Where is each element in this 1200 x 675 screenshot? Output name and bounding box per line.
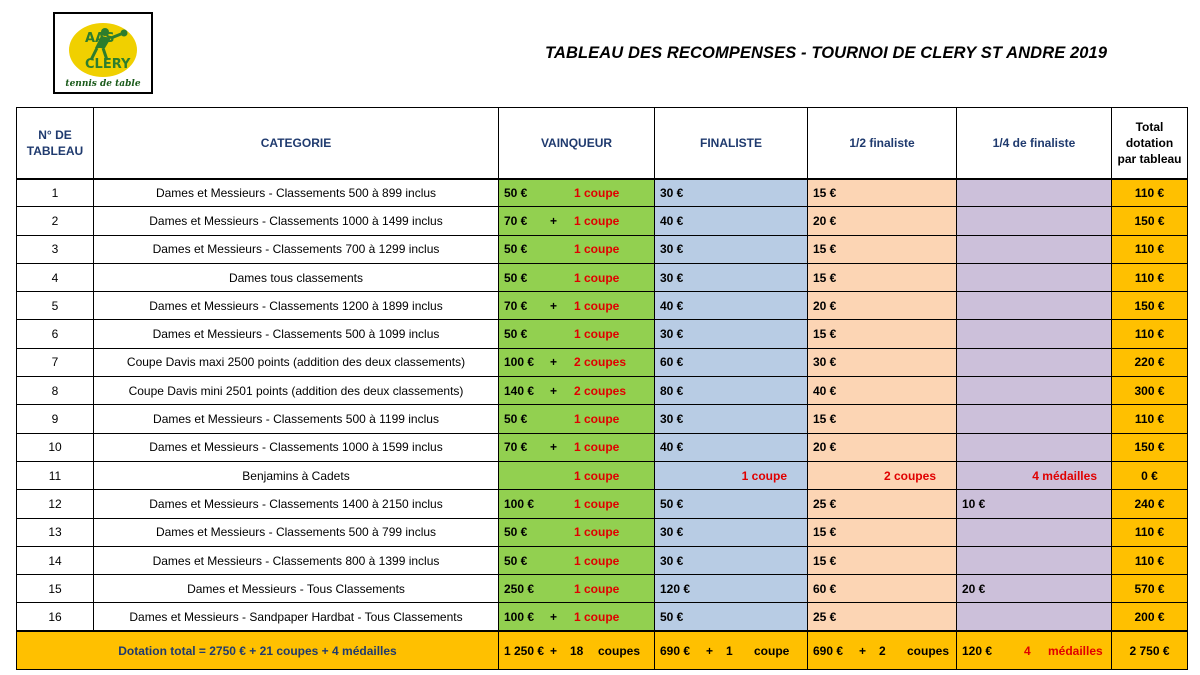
row-f-amount: 30 € — [660, 525, 684, 540]
row-f-amount: 30 € — [660, 270, 684, 285]
row-vainqueur — [499, 575, 655, 603]
row-categorie: Dames et Messieurs - Classements 1400 à 2150 inclus — [94, 490, 499, 518]
row-q-amount: 10 € — [962, 496, 986, 511]
row-f-amount: 30 € — [660, 327, 684, 342]
table-row — [17, 263, 1188, 291]
row-quart — [957, 348, 1112, 376]
row-v-amount: 70 € — [504, 213, 528, 228]
row-finaliste — [655, 320, 808, 348]
totals-d-plus: + — [859, 643, 867, 658]
row-quart — [957, 179, 1112, 207]
row-v-plus: + — [550, 440, 558, 455]
row-finaliste — [655, 235, 808, 263]
row-vainqueur — [499, 461, 655, 489]
row-vainqueur — [499, 518, 655, 546]
row-f-amount: 40 € — [660, 440, 684, 455]
row-d-amount: 40 € — [813, 383, 837, 398]
row-v-plus: + — [550, 355, 558, 370]
row-total: 110 € — [1112, 405, 1188, 433]
row-num: 4 — [17, 263, 94, 291]
row-d-amount: 20 € — [813, 440, 837, 455]
row-demi — [808, 433, 957, 461]
row-categorie: Dames et Messieurs - Classements 1200 à 1899 inclus — [94, 292, 499, 320]
row-d-amount: 15 € — [813, 242, 837, 257]
row-vainqueur — [499, 377, 655, 405]
row-v-amount: 50 € — [504, 327, 528, 342]
row-d-amount: 15 € — [813, 525, 837, 540]
row-total: 150 € — [1112, 292, 1188, 320]
row-quart — [957, 518, 1112, 546]
row-vainqueur — [499, 405, 655, 433]
row-v-amount: 50 € — [504, 553, 528, 568]
row-demi — [808, 348, 957, 376]
row-d-amount: 15 € — [813, 270, 837, 285]
row-total: 200 € — [1112, 603, 1188, 631]
row-num: 3 — [17, 235, 94, 263]
row-finaliste — [655, 207, 808, 235]
row-finaliste — [655, 179, 808, 207]
totals-f-amount: 690 € — [660, 643, 691, 658]
table-row — [17, 320, 1188, 348]
row-v-item: 1 coupe — [574, 496, 620, 511]
row-total: 0 € — [1112, 461, 1188, 489]
row-v-item: 1 coupe — [574, 242, 620, 257]
row-f-amount: 50 € — [660, 609, 684, 624]
row-demi — [808, 461, 957, 489]
row-num: 8 — [17, 377, 94, 405]
row-f-amount: 30 € — [660, 242, 684, 257]
row-finaliste — [655, 377, 808, 405]
row-demi — [808, 405, 957, 433]
row-quart — [957, 207, 1112, 235]
row-d-item: 2 coupes — [883, 468, 936, 483]
row-finaliste — [655, 433, 808, 461]
row-finaliste — [655, 461, 808, 489]
row-total: 150 € — [1112, 207, 1188, 235]
row-d-amount: 30 € — [813, 355, 837, 370]
row-finaliste — [655, 405, 808, 433]
row-quart — [957, 603, 1112, 631]
rewards-table — [16, 107, 1188, 670]
row-v-amount: 250 € — [504, 581, 535, 596]
table-row — [17, 603, 1188, 631]
row-total: 110 € — [1112, 179, 1188, 207]
row-d-amount: 25 € — [813, 609, 837, 624]
row-v-item: 1 coupe — [574, 213, 620, 228]
row-v-item: 1 coupe — [574, 412, 620, 427]
row-quart — [957, 546, 1112, 574]
row-v-plus: + — [550, 213, 558, 228]
row-finaliste — [655, 603, 808, 631]
row-categorie: Dames et Messieurs - Classements 500 à 899 inclus — [94, 179, 499, 207]
row-total: 150 € — [1112, 433, 1188, 461]
club-logo — [53, 12, 153, 94]
row-total: 220 € — [1112, 348, 1188, 376]
row-q-amount: 20 € — [962, 581, 986, 596]
row-categorie: Dames et Messieurs - Sandpaper Hardbat - Tous Classements — [94, 603, 499, 631]
row-num: 2 — [17, 207, 94, 235]
page-title: TABLEAU DES RECOMPENSES - TOURNOI DE CLERY ST ANDRE 2019 — [545, 44, 1108, 62]
header-vainqueur: VAINQUEUR — [499, 108, 655, 179]
row-categorie: Coupe Davis mini 2501 points (addition des deux classements) — [94, 377, 499, 405]
row-v-item: 1 coupe — [574, 327, 620, 342]
row-f-item: 1 coupe — [741, 468, 787, 483]
row-num: 6 — [17, 320, 94, 348]
row-finaliste — [655, 348, 808, 376]
header-quart-finaliste: 1/4 de finaliste — [957, 108, 1112, 179]
header-row — [17, 108, 1188, 179]
row-demi — [808, 546, 957, 574]
row-vainqueur — [499, 490, 655, 518]
row-total: 110 € — [1112, 320, 1188, 348]
row-d-amount: 20 € — [813, 213, 837, 228]
row-quart — [957, 575, 1112, 603]
row-demi — [808, 179, 957, 207]
row-demi — [808, 235, 957, 263]
row-v-amount: 100 € — [504, 355, 535, 370]
totals-q-amount: 120 € — [962, 643, 993, 658]
row-categorie: Dames et Messieurs - Classements 800 à 1399 inclus — [94, 546, 499, 574]
row-demi — [808, 575, 957, 603]
row-num: 10 — [17, 433, 94, 461]
row-f-amount: 80 € — [660, 383, 684, 398]
row-num: 11 — [17, 461, 94, 489]
row-v-amount: 70 € — [504, 440, 528, 455]
row-categorie: Dames et Messieurs - Classements 500 à 1199 inclus — [94, 405, 499, 433]
row-d-amount: 25 € — [813, 496, 837, 511]
row-total: 570 € — [1112, 575, 1188, 603]
row-v-amount: 100 € — [504, 496, 535, 511]
row-num: 7 — [17, 348, 94, 376]
table-row — [17, 235, 1188, 263]
row-quart — [957, 320, 1112, 348]
row-quart — [957, 490, 1112, 518]
totals-grand-total: 2 750 € — [1112, 631, 1188, 669]
row-vainqueur — [499, 546, 655, 574]
header-num: N° DE TABLEAU — [17, 108, 94, 179]
row-v-item: 1 coupe — [574, 581, 620, 596]
row-f-amount: 50 € — [660, 496, 684, 511]
row-v-item: 1 coupe — [574, 609, 620, 624]
row-v-amount: 50 € — [504, 412, 528, 427]
row-num: 13 — [17, 518, 94, 546]
row-q-item: 4 médailles — [1032, 468, 1097, 483]
row-f-amount: 120 € — [660, 581, 691, 596]
row-v-item: 2 coupes — [574, 383, 627, 398]
row-vainqueur — [499, 207, 655, 235]
totals-f-plus: + — [706, 643, 714, 658]
row-total: 110 € — [1112, 263, 1188, 291]
row-total: 110 € — [1112, 546, 1188, 574]
table-row — [17, 575, 1188, 603]
totals-label: Dotation total = 2750 € + 21 coupes + 4 médailles — [17, 631, 499, 669]
row-v-item: 1 coupe — [574, 298, 620, 313]
totals-demi — [808, 631, 957, 669]
row-v-item: 1 coupe — [574, 440, 620, 455]
table-row — [17, 546, 1188, 574]
totals-v-word: coupes — [598, 643, 641, 658]
row-categorie: Dames et Messieurs - Tous Classements — [94, 575, 499, 603]
totals-finaliste — [655, 631, 808, 669]
row-categorie: Coupe Davis maxi 2500 points (addition des deux classements) — [94, 348, 499, 376]
row-v-amount: 50 € — [504, 242, 528, 257]
row-categorie: Dames et Messieurs - Classements 500 à 1099 inclus — [94, 320, 499, 348]
row-total: 300 € — [1112, 377, 1188, 405]
row-num: 1 — [17, 179, 94, 207]
table-row — [17, 518, 1188, 546]
row-f-amount: 30 € — [660, 412, 684, 427]
totals-v-count: 18 — [570, 643, 584, 658]
row-v-item: 1 coupe — [574, 468, 620, 483]
table-row — [17, 433, 1188, 461]
row-quart — [957, 377, 1112, 405]
row-quart — [957, 461, 1112, 489]
row-v-plus: + — [550, 298, 558, 313]
totals-row — [17, 631, 1188, 669]
row-demi — [808, 518, 957, 546]
row-finaliste — [655, 546, 808, 574]
logo-subtitle: tennis de table — [65, 79, 141, 89]
row-finaliste — [655, 292, 808, 320]
table-row — [17, 292, 1188, 320]
row-total: 110 € — [1112, 518, 1188, 546]
totals-f-count: 1 — [726, 643, 733, 658]
row-demi — [808, 320, 957, 348]
row-v-plus: + — [550, 609, 558, 624]
row-v-item: 1 coupe — [574, 270, 620, 285]
row-demi — [808, 292, 957, 320]
row-v-amount: 70 € — [504, 298, 528, 313]
row-quart — [957, 263, 1112, 291]
row-d-amount: 15 € — [813, 412, 837, 427]
header-finaliste: FINALISTE — [655, 108, 808, 179]
row-categorie: Dames tous classements — [94, 263, 499, 291]
row-finaliste — [655, 490, 808, 518]
row-categorie: Dames et Messieurs - Classements 1000 à 1599 inclus — [94, 433, 499, 461]
row-v-amount: 140 € — [504, 383, 535, 398]
row-d-amount: 20 € — [813, 298, 837, 313]
row-demi — [808, 263, 957, 291]
totals-d-amount: 690 € — [813, 643, 844, 658]
row-num: 12 — [17, 490, 94, 518]
row-vainqueur — [499, 263, 655, 291]
row-v-item: 2 coupes — [574, 355, 627, 370]
row-num: 9 — [17, 405, 94, 433]
totals-d-word: coupes — [907, 643, 950, 658]
totals-quart — [957, 631, 1112, 669]
row-vainqueur — [499, 320, 655, 348]
row-finaliste — [655, 575, 808, 603]
row-v-plus: + — [550, 383, 558, 398]
header-categorie: CATEGORIE — [94, 108, 499, 179]
row-categorie: Benjamins à Cadets — [94, 461, 499, 489]
row-categorie: Dames et Messieurs - Classements 700 à 1299 inclus — [94, 235, 499, 263]
row-finaliste — [655, 518, 808, 546]
row-categorie: Dames et Messieurs - Classements 500 à 799 inclus — [94, 518, 499, 546]
row-v-item: 1 coupe — [574, 553, 620, 568]
row-demi — [808, 490, 957, 518]
totals-f-word: coupe — [754, 643, 790, 658]
row-vainqueur — [499, 179, 655, 207]
table-row — [17, 377, 1188, 405]
row-quart — [957, 433, 1112, 461]
row-v-amount: 50 € — [504, 185, 528, 200]
svg-text:AAS: AAS — [85, 31, 115, 46]
totals-d-count: 2 — [879, 643, 886, 658]
row-demi — [808, 603, 957, 631]
row-f-amount: 60 € — [660, 355, 684, 370]
row-num: 16 — [17, 603, 94, 631]
row-f-amount: 40 € — [660, 298, 684, 313]
row-total: 240 € — [1112, 490, 1188, 518]
row-vainqueur — [499, 235, 655, 263]
table-row — [17, 461, 1188, 489]
totals-q-word: médailles — [1048, 643, 1103, 658]
row-quart — [957, 405, 1112, 433]
row-f-amount: 30 € — [660, 553, 684, 568]
table-row — [17, 207, 1188, 235]
row-d-amount: 15 € — [813, 553, 837, 568]
row-demi — [808, 377, 957, 405]
row-vainqueur — [499, 433, 655, 461]
row-v-item: 1 coupe — [574, 185, 620, 200]
row-v-item: 1 coupe — [574, 525, 620, 540]
table-row — [17, 179, 1188, 207]
table-row — [17, 490, 1188, 518]
header-demi-finaliste: 1/2 finaliste — [808, 108, 957, 179]
row-num: 14 — [17, 546, 94, 574]
header-total: Total dotation par tableau — [1112, 108, 1188, 179]
row-vainqueur — [499, 292, 655, 320]
table-row — [17, 405, 1188, 433]
row-num: 15 — [17, 575, 94, 603]
row-d-amount: 15 € — [813, 185, 837, 200]
totals-v-amount: 1 250 € — [504, 643, 545, 658]
row-f-amount: 30 € — [660, 185, 684, 200]
row-d-amount: 15 € — [813, 327, 837, 342]
totals-v-plus: + — [550, 643, 558, 658]
row-v-amount: 50 € — [504, 525, 528, 540]
row-categorie: Dames et Messieurs - Classements 1000 à 1499 inclus — [94, 207, 499, 235]
row-v-amount: 100 € — [504, 609, 535, 624]
row-d-amount: 60 € — [813, 581, 837, 596]
row-quart — [957, 235, 1112, 263]
row-v-amount: 50 € — [504, 270, 528, 285]
totals-q-count: 4 — [1024, 643, 1031, 658]
row-quart — [957, 292, 1112, 320]
table-row — [17, 348, 1188, 376]
totals-vainqueur — [499, 631, 655, 669]
row-total: 110 € — [1112, 235, 1188, 263]
row-f-amount: 40 € — [660, 213, 684, 228]
row-finaliste — [655, 263, 808, 291]
row-num: 5 — [17, 292, 94, 320]
row-vainqueur — [499, 603, 655, 631]
svg-text:CLERY: CLERY — [85, 57, 131, 72]
row-vainqueur — [499, 348, 655, 376]
row-demi — [808, 207, 957, 235]
